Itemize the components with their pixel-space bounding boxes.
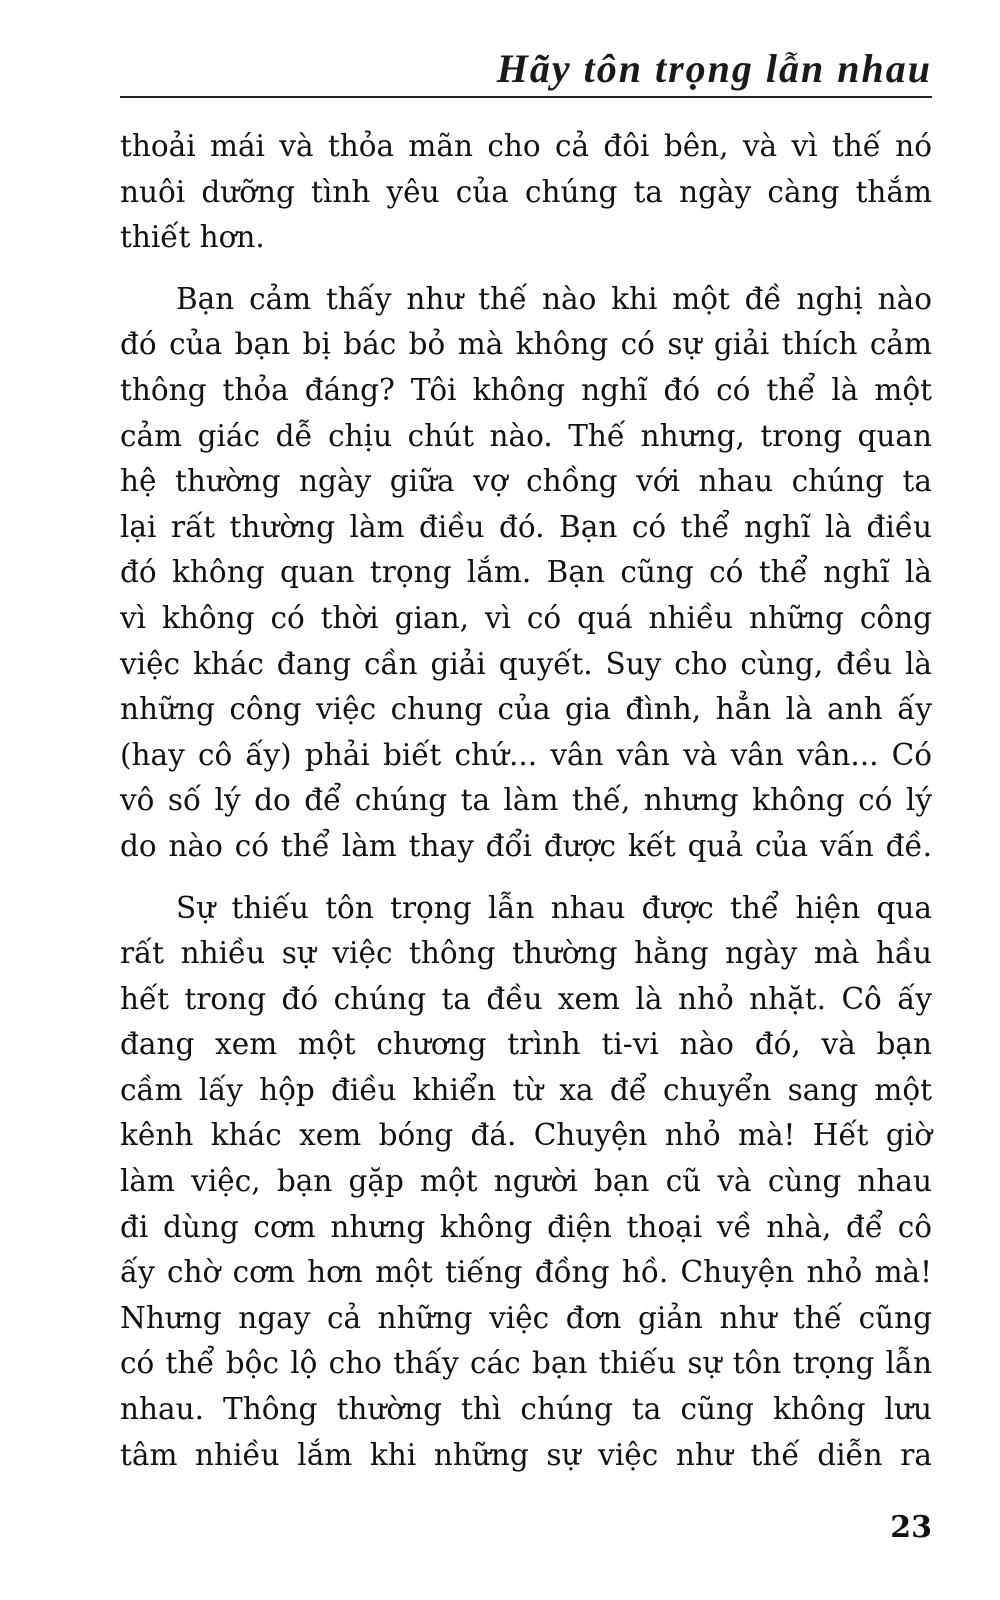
text-line: Nhưng ngay cả những việc đơn giản như thế cũng — [120, 1300, 932, 1335]
page-number: 23 — [890, 1510, 932, 1545]
text-line: những công việc chung của gia đình, hẳn là anh ấy — [120, 692, 932, 727]
text-line: cảm giác dễ chịu chút nào. Thế nhưng, trong quan — [120, 418, 932, 453]
text-line: hết trong đó chúng ta đều xem là nhỏ nhặt. Cô ấy — [120, 981, 932, 1016]
text-line: làm việc, bạn gặp một người bạn cũ và cùng nhau — [120, 1164, 932, 1199]
text-line: kênh khác xem bóng đá. Chuyện nhỏ mà! Hết giờ — [120, 1118, 932, 1153]
text-line: có thể bộc lộ cho thấy các bạn thiếu sự tôn trọng lẫn — [120, 1346, 932, 1381]
text-line: đi dùng cơm nhưng không điện thoại về nhà, để cô — [120, 1209, 932, 1244]
text-line: nuôi dưỡng tình yêu của chúng ta ngày càng thắm — [120, 174, 932, 209]
text-line: đó không quan trọng lắm. Bạn cũng có thể nghĩ là — [120, 555, 932, 590]
text-line: rất nhiều sự việc thông thường hằng ngày mà hầu — [120, 936, 932, 971]
text-line: do nào có thể làm thay đổi được kết quả của vấn đề. — [120, 828, 932, 863]
text-line: Bạn cảm thấy như thế nào khi một đề nghị nào — [176, 281, 932, 316]
paragraph-2 — [120, 277, 932, 870]
paragraph-1 — [120, 124, 932, 261]
text-line: đó của bạn bị bác bỏ mà không có sự giải thích cảm — [120, 327, 932, 362]
text-line: ấy chờ cơm hơn một tiếng đồng hồ. Chuyện nhỏ mà! — [120, 1255, 932, 1290]
text-line: việc khác đang cần giải quyết. Suy cho cùng, đều là — [120, 646, 932, 681]
text-line: cầm lấy hộp điều khiển từ xa để chuyển sang một — [120, 1072, 932, 1107]
running-head — [120, 40, 932, 98]
text-line: vì không có thời gian, vì có quá nhiều những công — [120, 600, 932, 635]
text-line: thoải mái và thỏa mãn cho cả đôi bên, và vì thế nó — [120, 129, 932, 163]
text-line: lại rất thường làm điều đó. Bạn có thể nghĩ là điều — [120, 509, 932, 544]
text-line: đang xem một chương trình ti-vi nào đó, và bạn — [120, 1027, 932, 1062]
text-line: Sự thiếu tôn trọng lẫn nhau được thể hiện qua — [176, 890, 932, 925]
body-text — [120, 124, 932, 1478]
text-line: hệ thường ngày giữa vợ chồng với nhau chúng ta — [120, 464, 932, 499]
text-line: tâm nhiều lắm khi những sự việc như thế diễn ra — [120, 1437, 932, 1472]
paragraph-3 — [120, 886, 932, 1479]
text-line: thiết hơn. — [120, 220, 265, 255]
text-line: thông thỏa đáng? Tôi không nghĩ đó có thể là một — [120, 372, 932, 407]
running-head-title: Hãy tôn trọng lẫn nhau — [496, 46, 932, 91]
text-line: (hay cô ấy) phải biết chứ... vân vân và vân vân... Có — [120, 737, 932, 772]
text-line: vô số lý do để chúng ta làm thế, nhưng không có lý — [120, 783, 932, 818]
text-line: nhau. Thông thường thì chúng ta cũng không lưu — [120, 1392, 932, 1427]
